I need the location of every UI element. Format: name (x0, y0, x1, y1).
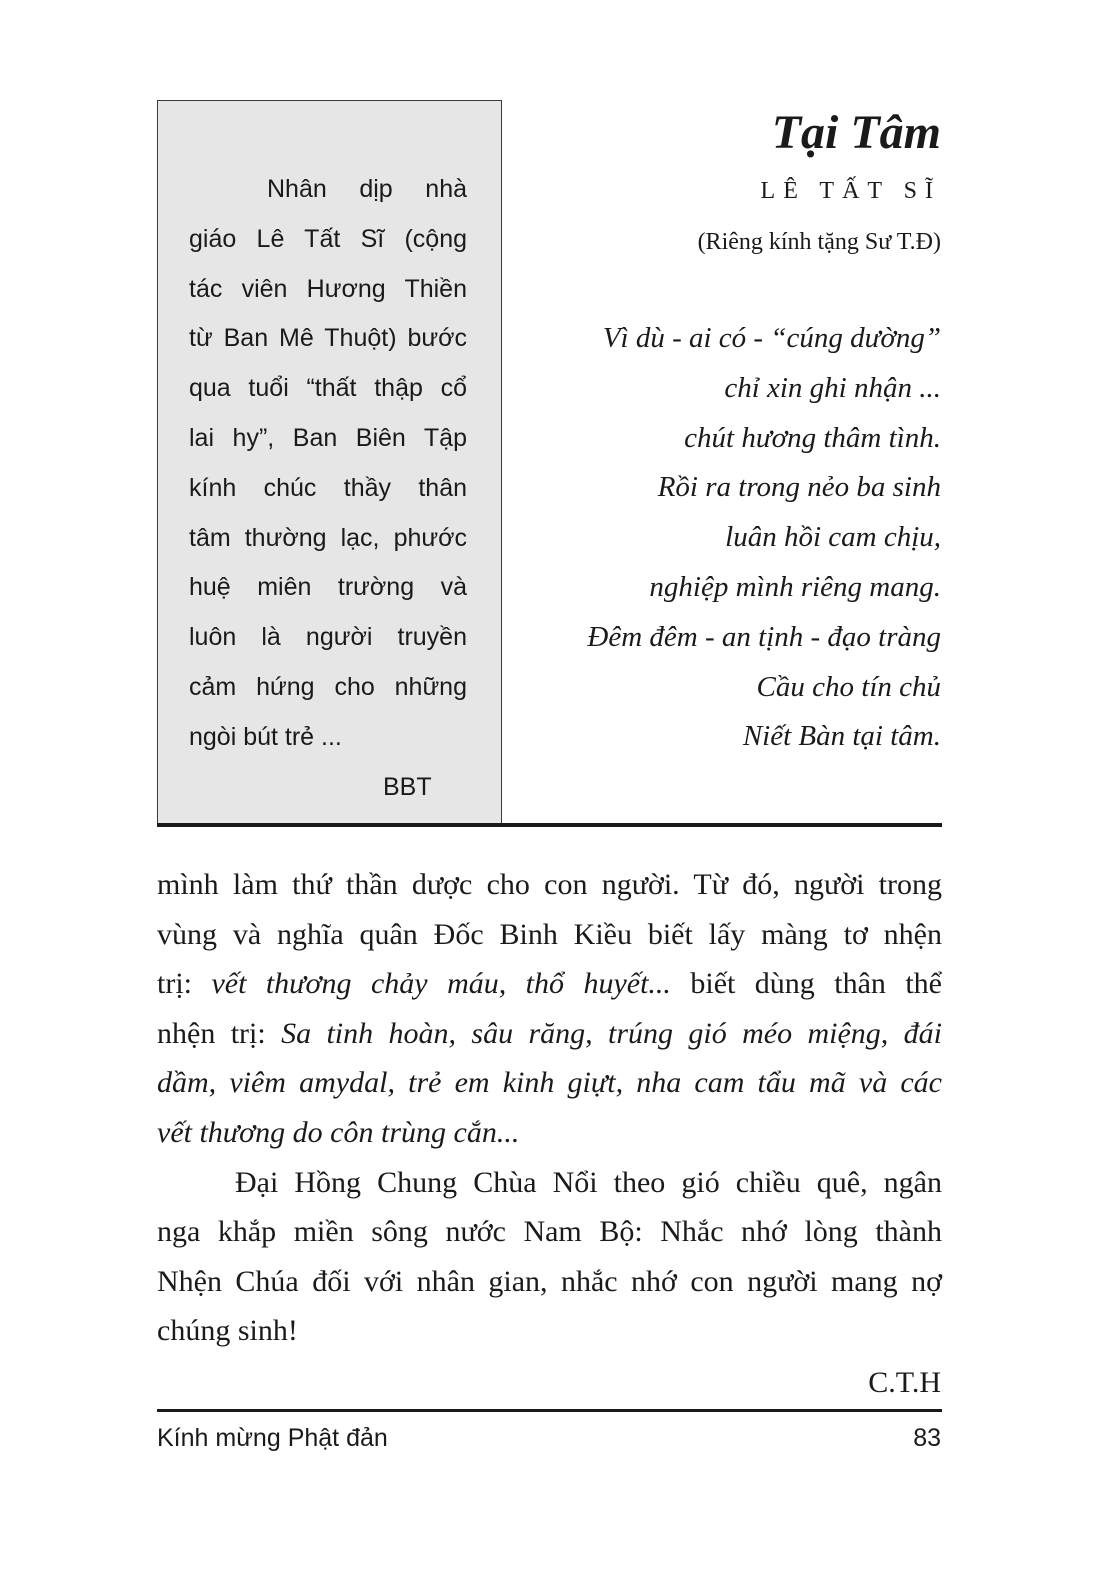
dedication-line: cảm hứng cho những (189, 672, 467, 701)
dedication-line: lai hy”, Ban Biên Tập (189, 423, 467, 452)
page-number: 83 (913, 1424, 941, 1452)
poem-title: Tại Tâm (771, 106, 941, 159)
article-body (157, 860, 942, 1356)
dedication-signature: BBT (383, 772, 432, 801)
poem-body (587, 314, 941, 762)
article-line: Đại Hồng Chung Chùa Nổi theo gió chiều quê, ngân (235, 1165, 942, 1199)
article-text: trị: (157, 967, 212, 1001)
dedication-line: huệ miên trường và (189, 573, 467, 602)
poem-line: chút hương thâm tình. (684, 421, 941, 454)
dedication-line: tâm thường lạc, phước (189, 523, 467, 552)
poem-line: luân hồi cam chịu, (725, 521, 941, 554)
dedication-line: luôn là người truyền (189, 623, 467, 652)
section-divider (157, 823, 942, 827)
dedication-line: kính chúc thầy thân (189, 473, 467, 502)
article-line: vùng và nghĩa quân Đốc Binh Kiều biết lấy màng tơ nhện (157, 917, 942, 951)
footer-publication: Kính mừng Phật đản (157, 1424, 388, 1452)
article-line: nga khắp miền sông nước Nam Bộ: Nhắc nhớ lòng thành (157, 1215, 942, 1249)
dedication-note (189, 165, 467, 812)
poem-line: Vì dù - ai có - “cúng dường” (602, 322, 941, 354)
dedication-line: giáo Lê Tất Sĩ (cộng (189, 224, 467, 253)
article-italic-text: vết thương chảy máu, thổ huyết... (211, 967, 671, 1001)
poem-line: Đêm đêm - an tịnh - đạo tràng (587, 620, 941, 653)
article-italic-text: Sa tinh hoàn, sâu răng, trúng gió méo miệng, đái (281, 1016, 942, 1050)
poem-author: LÊ TẤT SĨ (760, 178, 941, 204)
article-signature: C.T.H (868, 1366, 941, 1399)
dedication-line: tác viên Hương Thiền (189, 274, 467, 303)
article-italic-text: vết thương do côn trùng cắn... (157, 1115, 520, 1149)
article-text: nhện trị: (157, 1016, 282, 1050)
article-italic-text: dầm, viêm amydal, trẻ em kinh giựt, nha cam tẩu mã và các (157, 1066, 942, 1100)
article-line (157, 1108, 942, 1158)
poem-line: nghiệp mình riêng mang. (649, 570, 941, 603)
footer-divider (157, 1409, 942, 1412)
article-line (157, 1058, 942, 1108)
dedication-line: ngòi bút trẻ ... (189, 722, 342, 751)
article-line (157, 1009, 942, 1059)
dedication-line: qua tuổi “thất thập cổ (189, 374, 467, 403)
poem-dedication: (Riêng kính tặng Sư T.Đ) (697, 229, 941, 255)
article-line: mình làm thứ thần dược cho con người. Từ đó, người trong (157, 868, 942, 901)
poem-line: Rồi ra trong nẻo ba sinh (657, 471, 941, 504)
dedication-line: từ Ban Mê Thuột) bước (189, 324, 467, 353)
poem-line: Niết Bàn tại tâm. (742, 720, 941, 753)
article-line: Nhện Chúa đối với nhân gian, nhắc nhớ con người mang nợ (157, 1264, 942, 1298)
dedication-line: Nhân dịp nhà (267, 175, 467, 203)
poem-line: chỉ xin ghi nhận ... (724, 371, 941, 404)
article-line: chúng sinh! (157, 1314, 298, 1348)
article-text: biết dùng thân thể (670, 967, 942, 1001)
article-line (157, 959, 942, 1009)
poem-line: Cầu cho tín chủ (756, 670, 941, 703)
